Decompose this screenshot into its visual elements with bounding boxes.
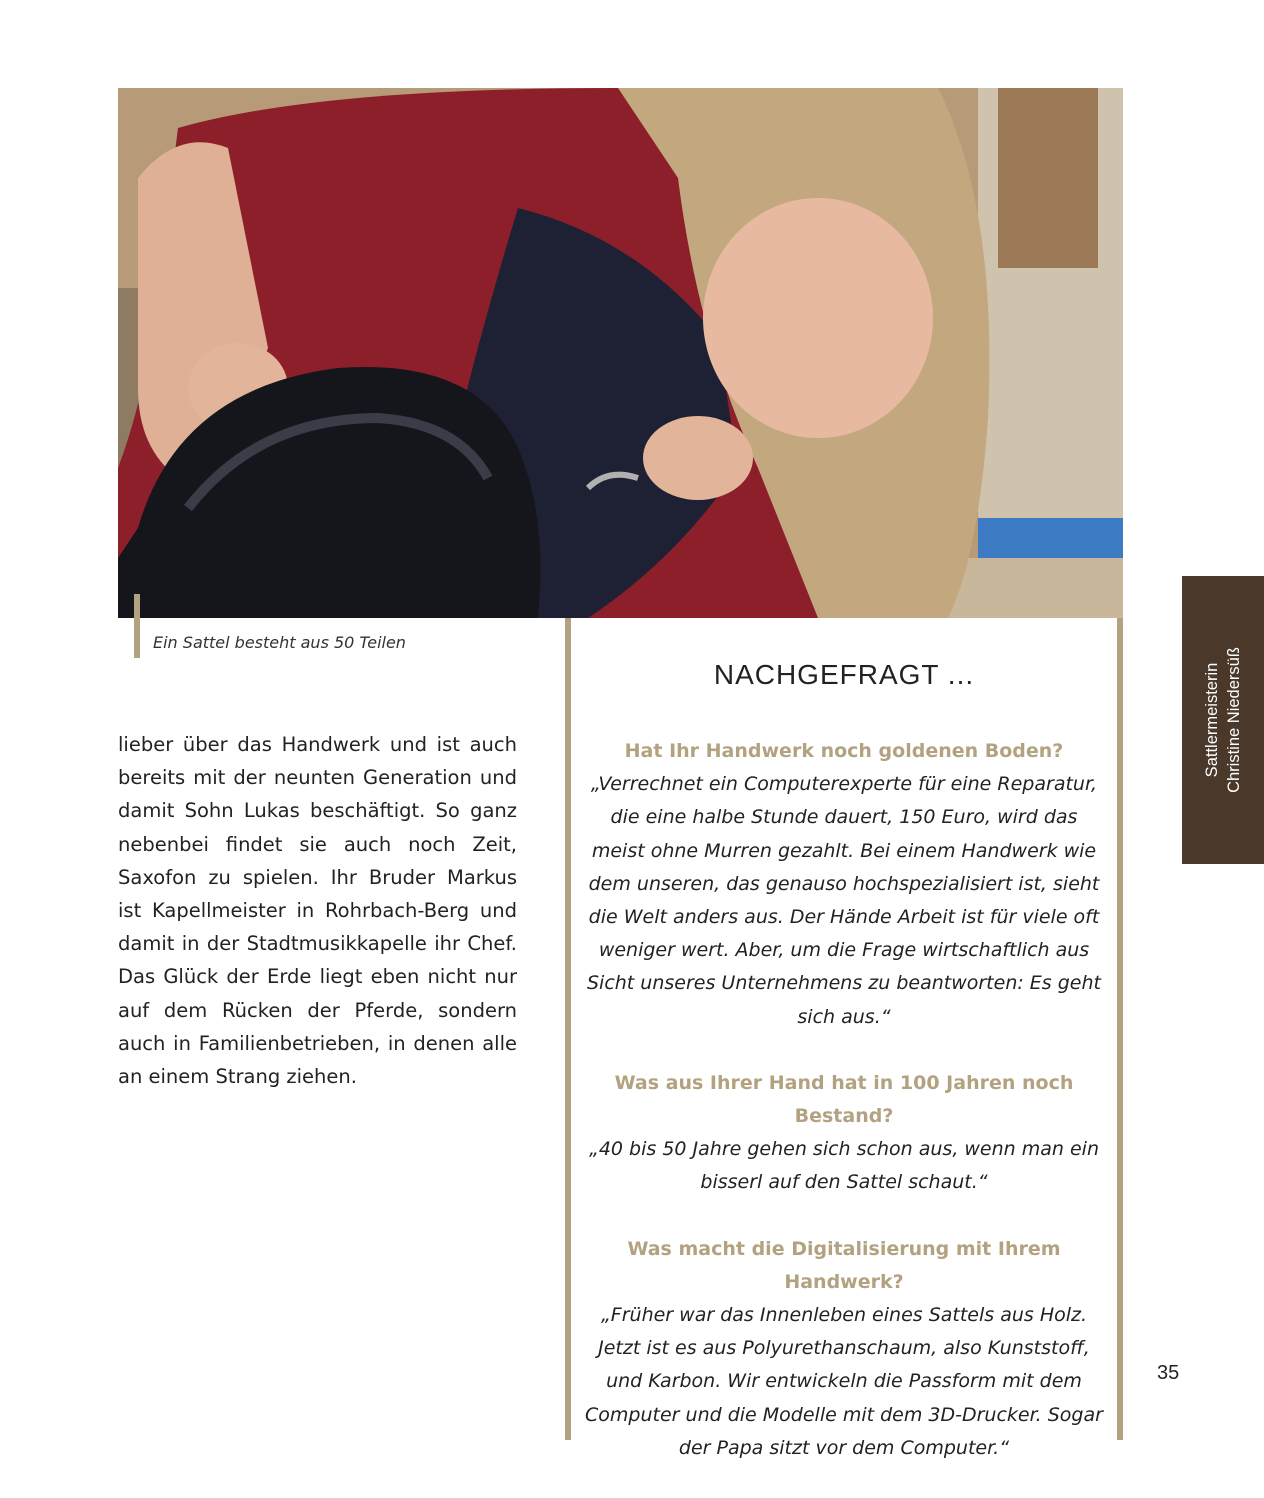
caption-accent-bar — [134, 594, 140, 658]
qa-answer: „Verrechnet ein Computerexperte für eine Reparatur, die eine halbe Stunde dauert, 150 Euro, wird das meist ohne Murren gezahlt. Bei einem Handwerk wie dem unseren, das genauso hochspezialisiert ist, sieht die Welt anders aus. Der Hände Arbeit ist für viele oft weniger wert. Aber, um die Frage wirtschaftlich aus Sicht unseres Unternehmens zu beantworten: Es geht sich aus.“ — [586, 773, 1101, 1028]
qa-title: NACHGEFRAGT ... — [713, 659, 975, 690]
qa-item — [582, 1067, 1106, 1200]
qa-question: Was macht die Digitalisierung mit Ihrem Handwerk? — [627, 1237, 1061, 1293]
side-tab-line1: Sattlermeisterin — [1203, 662, 1221, 778]
qa-item — [582, 735, 1106, 1034]
qa-box-left-rule — [565, 618, 571, 1440]
side-tab-line2: Christine Niedersüß — [1225, 647, 1243, 793]
photo-caption: Ein Sattel besteht aus 50 Teilen — [153, 633, 406, 652]
body-text-column — [118, 728, 517, 1093]
qa-box-right-rule — [1117, 618, 1123, 1440]
qa-question: Was aus Ihrer Hand hat in 100 Jahren noch Bestand? — [614, 1071, 1074, 1128]
qa-answer: „Früher war das Innenleben eines Sattels aus Holz. Jetzt ist es aus Polyurethanschaum, also Kunststoff, und Karbon. Wir entwickeln die Passform mit dem Computer und die Modelle mit dem 3D-Drucker. Sogar der Papa sitzt vor dem Computer.“ — [585, 1304, 1103, 1459]
chapter-side-tab — [1182, 576, 1264, 864]
qa-box — [582, 655, 1106, 1498]
side-tab-text — [1201, 576, 1245, 864]
body-paragraph: lieber über das Handwerk und ist auch bereits mit der neunten Generation und damit Sohn Lukas beschäftigt. So ganz nebenbei findet sie auch noch Zeit, Saxofon zu spielen. Ihr Bruder Markus ist Kapellmeister in Rohrbach-Berg und damit in der Stadtmusikkapelle ihr Chef. Das Glück der Erde liegt eben nicht nur auf dem Rücken der Pferde, sondern auch in Familienbetrieben, in denen alle an einem Strang ziehen. — [118, 733, 517, 1089]
qa-answer: „40 bis 50 Jahre gehen sich schon aus, wenn man ein bisserl auf den Sattel schaut.“ — [588, 1138, 1099, 1194]
qa-item — [582, 1233, 1106, 1465]
page-number: 35 — [1157, 1362, 1180, 1384]
hero-photo — [118, 88, 1123, 618]
qa-question: Hat Ihr Handwerk noch goldenen Boden? — [624, 740, 1064, 762]
